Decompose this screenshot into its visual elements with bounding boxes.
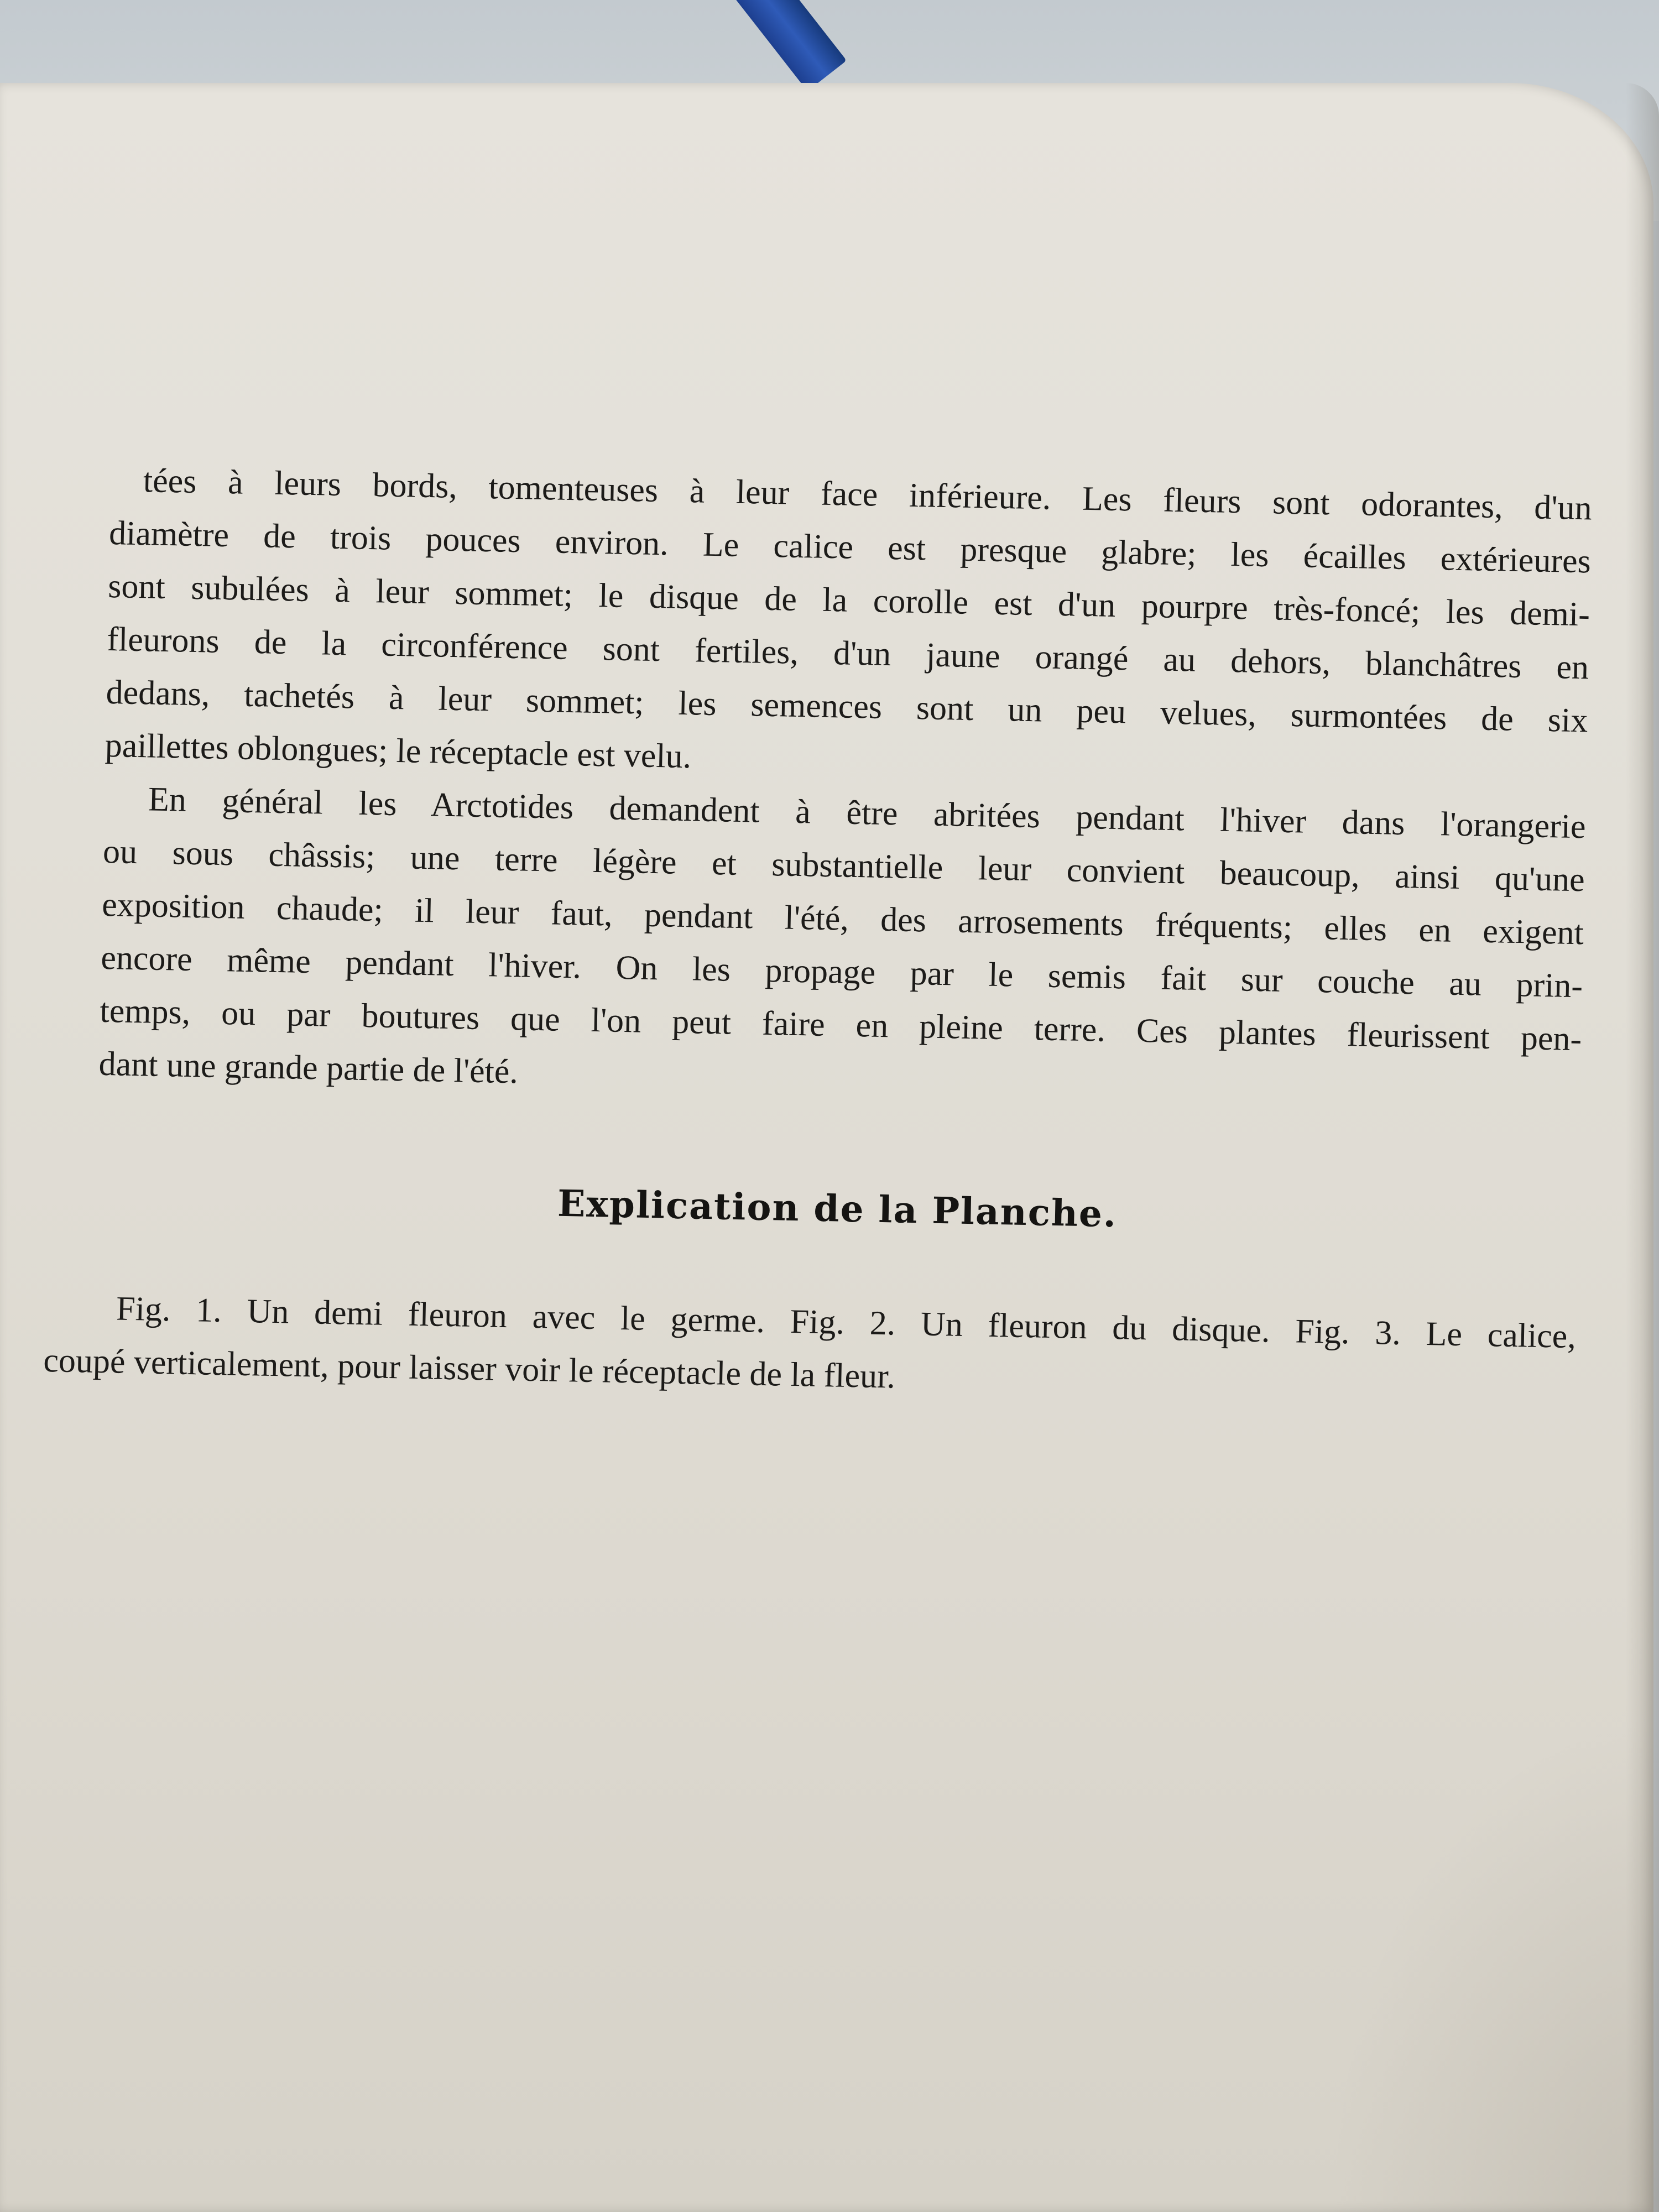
text-line: fleurons de la circonférence sont fertiles, d'un jaune orangé au dehors, blanchâtres en — [106, 620, 1589, 687]
text-line: temps, ou par boutures que l'on peut faire en pleine terre. Ces plantes fleurissent pen- — [99, 992, 1582, 1058]
text-line: dant une grande partie de l'été. — [98, 1045, 519, 1091]
text-line: ou sous châssis; une terre légère et substantielle leur convient beaucoup, ainsi qu'une — [102, 832, 1585, 899]
text-line: exposition chaude; il leur faut, pendant l'été, des arrosements fréquents; elles en exigent — [101, 885, 1584, 952]
text-line: coupé verticalement, pour laisser voir le réceptacle de la fleur. — [43, 1341, 896, 1396]
text-line: En général les Arctotides demandent à être abritées pendant l'hiver dans l'orangerie — [148, 780, 1587, 846]
culture-paragraph — [98, 772, 1587, 1119]
text-line: Fig. 1. Un demi fleuron avec le germe. Fig. 2. Un fleuron du disque. Fig. 3. Le calice, — [116, 1290, 1577, 1356]
text-line: dedans, tachetés à leur sommet; les semences sont un peu velues, surmontées de six — [106, 673, 1588, 740]
description-paragraph — [105, 453, 1593, 800]
text-line: encore même pendant l'hiver. On les propage par le semis fait sur couche au prin- — [100, 938, 1583, 1005]
text-line: diamètre de trois pouces environ. Le calice est presque glabre; les écailles extérieures — [108, 514, 1592, 581]
page-corner-shadow — [1327, 1714, 1659, 2212]
page-text — [43, 453, 1593, 1416]
section-heading: Explication de la Planche. — [557, 1181, 1118, 1236]
text-line: tées à leurs bords, tomenteuses à leur face inférieure. Les fleurs sont odorantes, d'un — [143, 462, 1593, 528]
text-line: paillettes oblongues; le réceptacle est velu. — [105, 726, 692, 776]
text-line: sont subulées à leur sommet; le disque de la corolle est d'un pourpre très-foncé; les demi- — [107, 567, 1590, 634]
